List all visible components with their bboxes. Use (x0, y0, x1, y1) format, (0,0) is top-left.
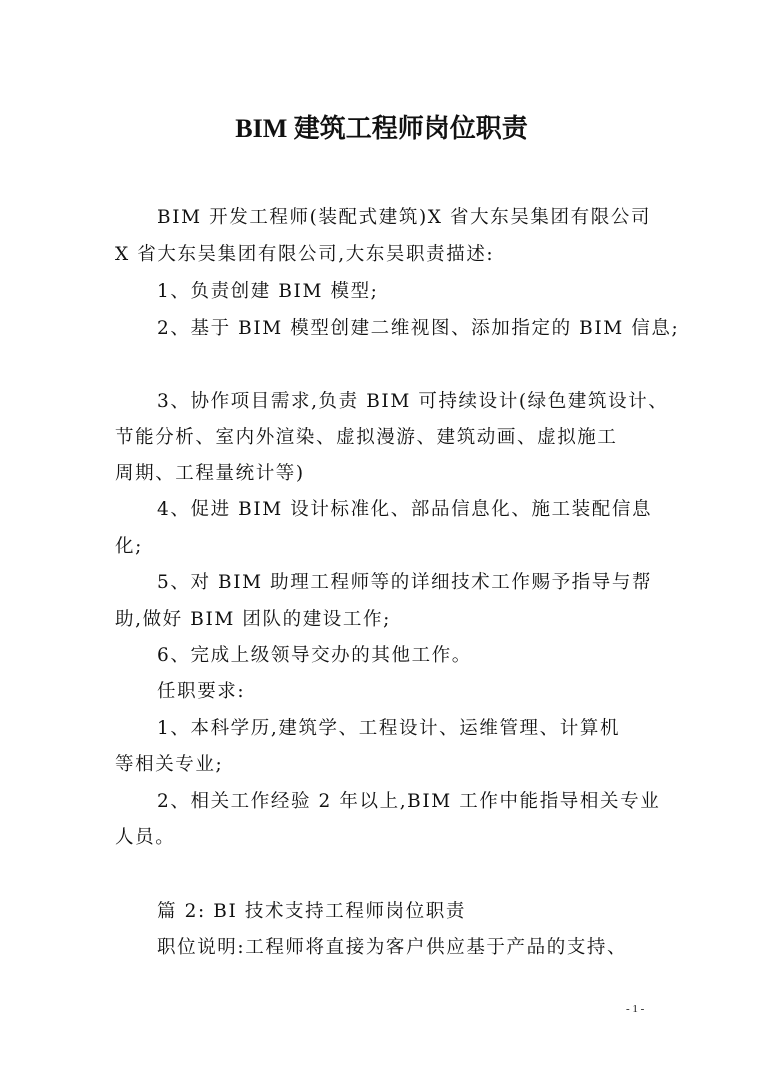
text-line: 人员。 (115, 827, 176, 848)
text-line: 周期、工程量统计等) (115, 463, 305, 484)
text-line: 5、对 BIM 助理工程师等的详细技术工作赐予指导与帮 (157, 572, 653, 593)
text-line: 助,做好 BIM 团队的建设工作; (115, 609, 391, 630)
text-line: 6、完成上级领导交办的其他工作。 (157, 645, 472, 666)
section-heading: 篇 2: BI 技术支持工程师岗位职责 (157, 901, 466, 922)
text-line: 等相关专业; (115, 754, 224, 775)
text-line: 职位说明:工程师将直接为客户供应基于产品的支持、 (157, 937, 628, 958)
text-line: 化; (115, 536, 143, 557)
text-line: 1、负责创建 BIM 模型; (157, 281, 379, 302)
text-line: 2、基于 BIM 模型创建二维视图、添加指定的 BIM 信息; (157, 318, 680, 339)
text-line: 任职要求: (157, 681, 246, 702)
text-line: 2、相关工作经验 2 年以上,BIM 工作中能指导相关专业 (157, 791, 661, 812)
text-line: X 省大东吴集团有限公司,大东吴职责描述: (115, 244, 495, 265)
text-line: 3、协作项目需求,负责 BIM 可持续设计(绿色建筑设计、 (157, 391, 669, 412)
page-number: - 1 - (626, 1003, 645, 1015)
text-line: 4、促进 BIM 设计标准化、部品信息化、施工装配信息 (157, 499, 653, 520)
document-title: BIM 建筑工程师岗位职责 (235, 114, 528, 143)
text-line: 1、本科学历,建筑学、工程设计、运维管理、计算机 (157, 718, 621, 739)
text-line: BIM 开发工程师(装配式建筑)X 省大东吴集团有限公司 (157, 207, 652, 228)
text-line: 节能分析、室内外渲染、虚拟漫游、建筑动画、虚拟施工 (115, 427, 618, 448)
